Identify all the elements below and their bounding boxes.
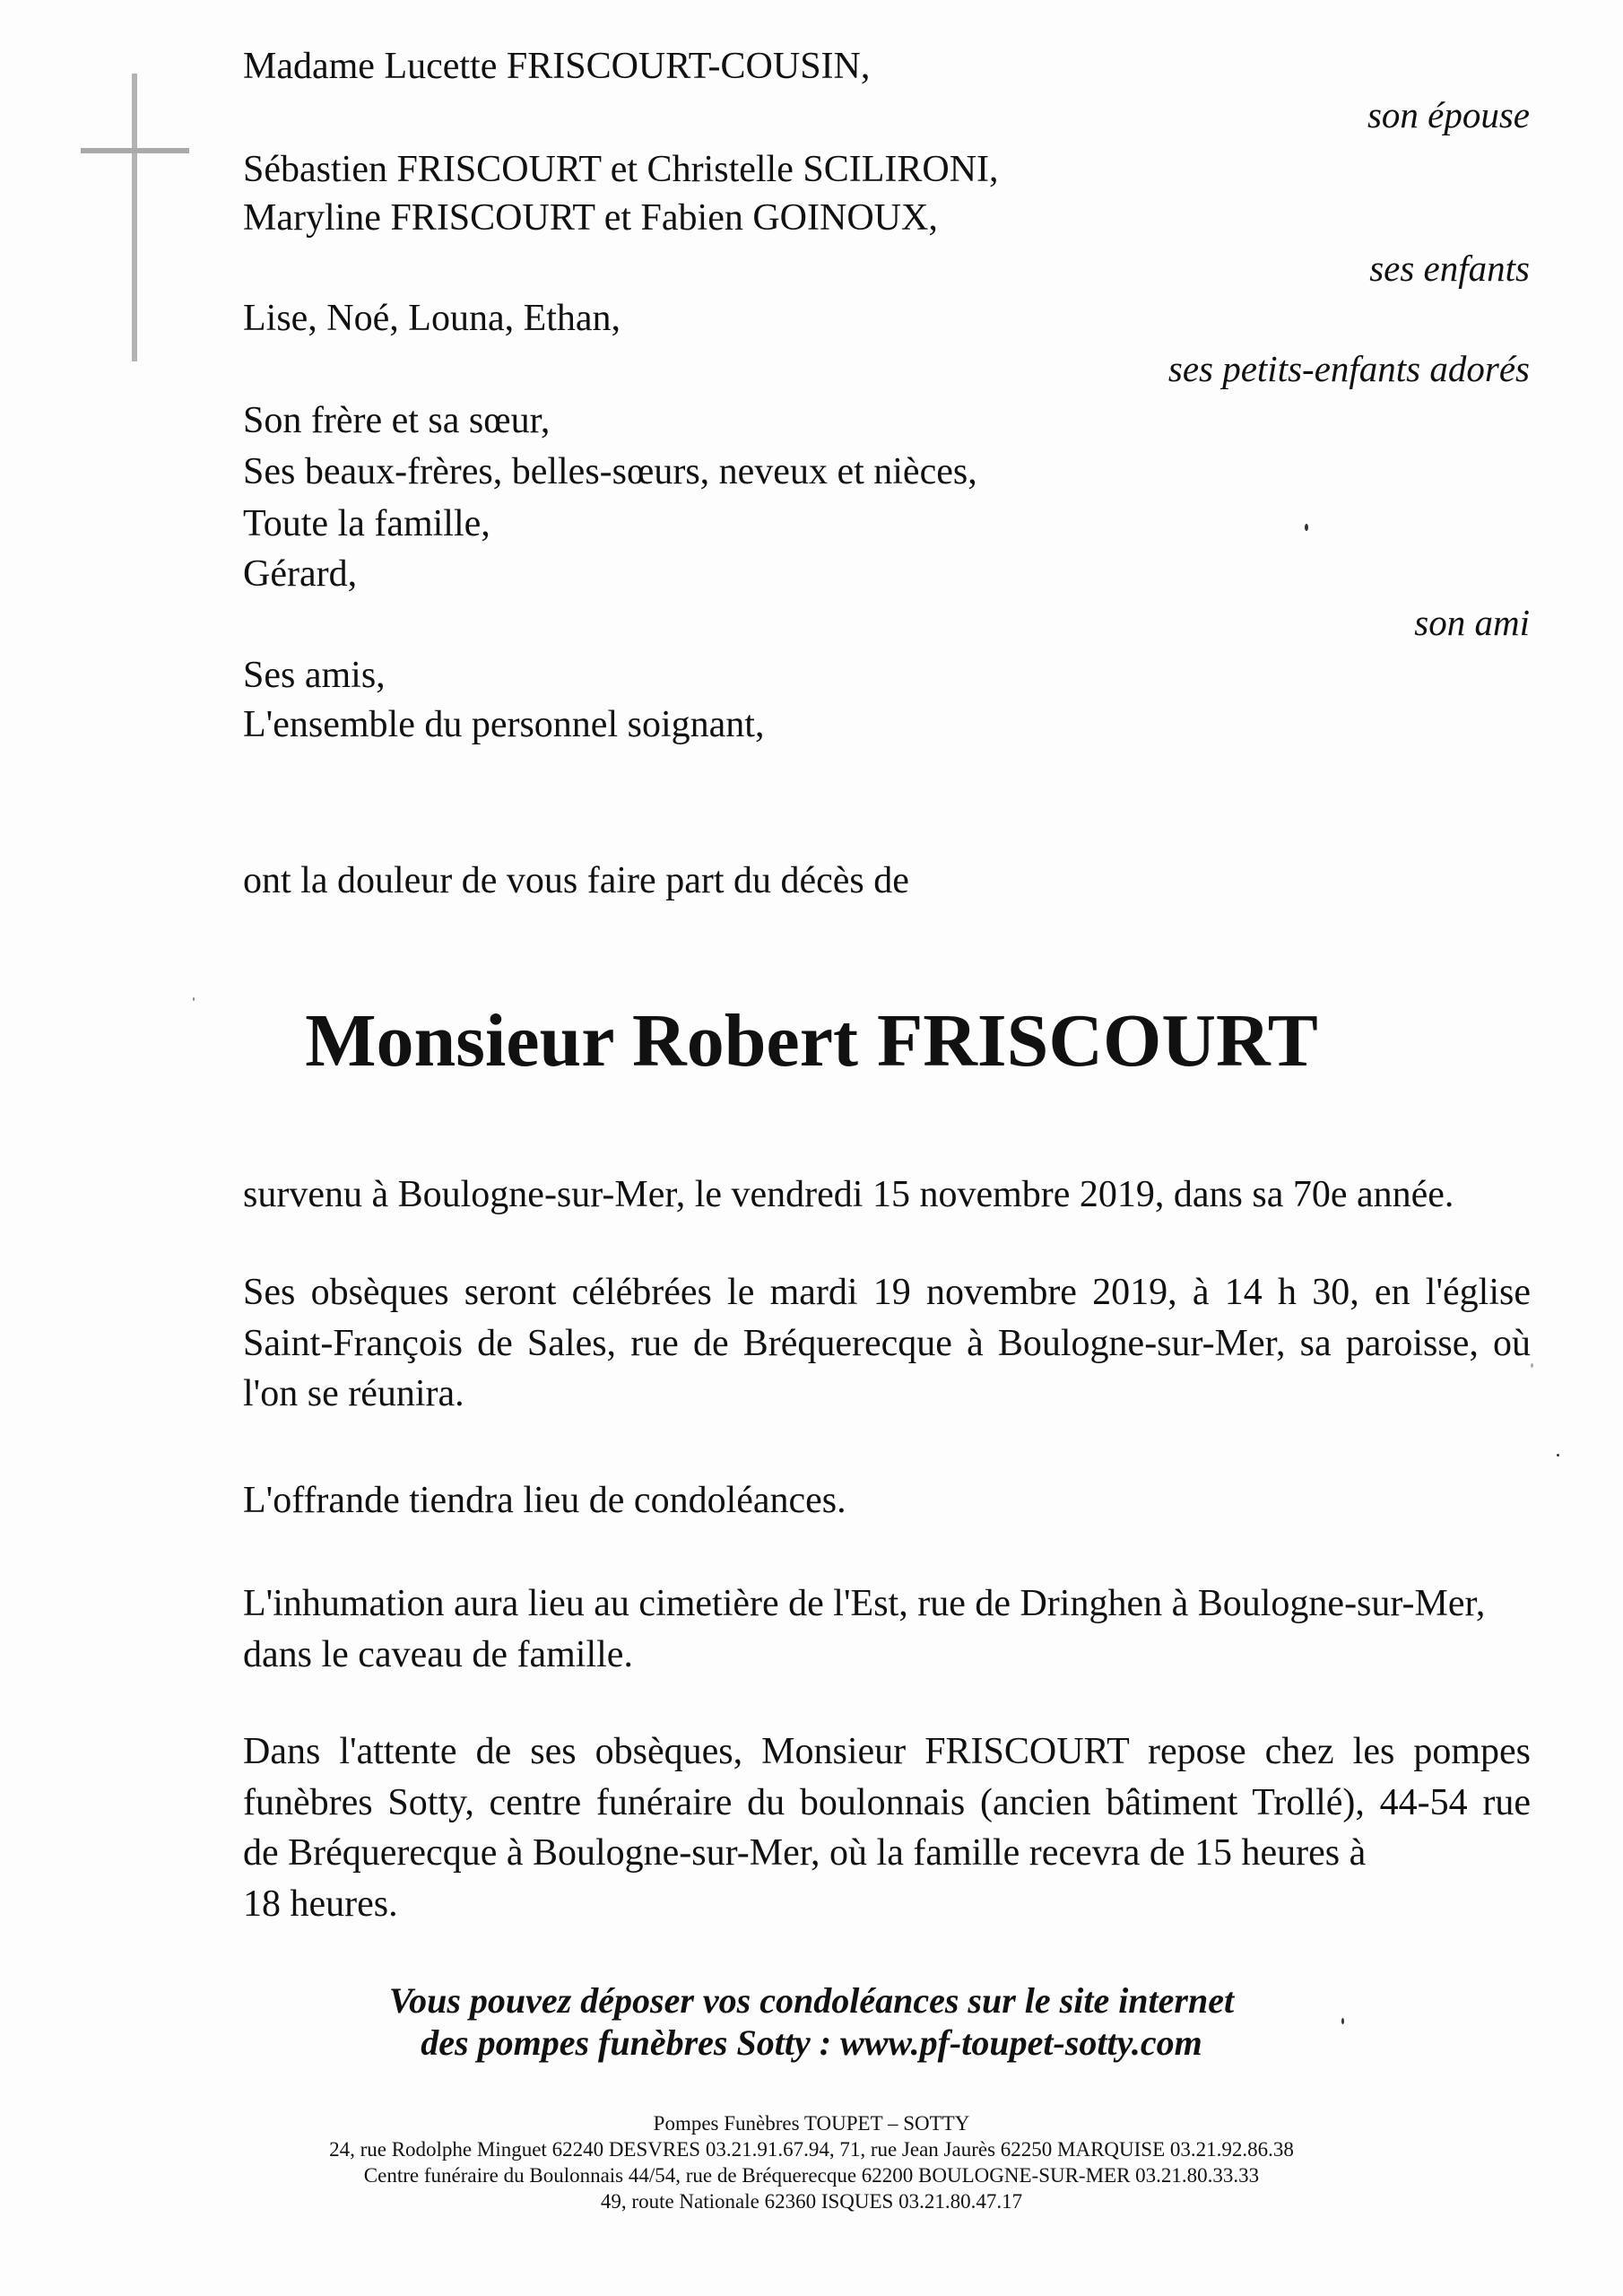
friend-name: Gérard, bbox=[243, 553, 358, 595]
footer-address: 24, rue Rodolphe Minguet 62240 DESVRES 03.21.91.67.94, 71, rue Jean Jaurès 62250 MARQUISE 03.21.92.86.38 bbox=[329, 2138, 1294, 2161]
children-relation: ses enfants bbox=[1369, 248, 1530, 289]
friend-relation: son ami bbox=[1414, 602, 1530, 643]
cross-vertical-bar bbox=[132, 74, 137, 361]
spouse-relation: son épouse bbox=[1367, 94, 1530, 135]
paragraph-line: funèbres Sotty, centre funéraire du boulonnais (ancien bâtiment Trollé), 44-54 rue bbox=[243, 1781, 1531, 1823]
scan-speck bbox=[193, 997, 195, 1001]
child-couple-name: Maryline FRISCOURT et Fabien GOINOUX, bbox=[243, 197, 938, 239]
scan-speck bbox=[1341, 2018, 1344, 2024]
relatives-line: Ses beaux-frères, belles-sœurs, neveux et nièces, bbox=[243, 451, 977, 492]
burial-paragraph bbox=[243, 1578, 1531, 1680]
spouse-name: Madame Lucette FRISCOURT-COUSIN, bbox=[243, 46, 871, 87]
grandchildren-relation: ses petits-enfants adorés bbox=[1167, 348, 1530, 389]
paragraph-line: l'on se réunira. bbox=[243, 1373, 464, 1414]
offering-paragraph bbox=[243, 1475, 1531, 1526]
paragraph-line: L'offrande tiendra lieu de condoléances. bbox=[243, 1480, 846, 1521]
scan-speck bbox=[1305, 524, 1308, 531]
others-line: Ses amis, bbox=[243, 655, 386, 696]
paragraph-line: Dans l'attente de ses obsèques, Monsieur FRISCOURT repose chez les pompes bbox=[243, 1731, 1531, 1772]
grandchildren-names: Lise, Noé, Louna, Ethan, bbox=[243, 298, 621, 339]
funeral-paragraph bbox=[243, 1267, 1531, 1420]
death-paragraph bbox=[243, 1170, 1531, 1221]
paragraph-line: de Bréquerecque à Boulogne-sur-Mer, où la famille recevra de 15 heures à bbox=[243, 1832, 1367, 1874]
website-note-line: Vous pouvez déposer vos condoléances sur le site internet bbox=[388, 1980, 1235, 2021]
child-couple-name: Sébastien FRISCOURT et Christelle SCILIRONI, bbox=[243, 149, 999, 190]
deceased-name: Monsieur Robert FRISCOURT bbox=[305, 999, 1318, 1083]
cross-horizontal-bar bbox=[81, 148, 189, 153]
rest-paragraph bbox=[243, 1726, 1531, 1929]
paragraph-line: survenu à Boulogne-sur-Mer, le vendredi 15 novembre 2019, dans sa 70e année. bbox=[243, 1174, 1454, 1215]
paragraph-line: Ses obsèques seront célébrées le mardi 19 novembre 2019, à 14 h 30, en l'église bbox=[243, 1272, 1531, 1313]
footer-address: Centre funéraire du Boulonnais 44/54, rue de Bréquerecque 62200 BOULOGNE-SUR-MER 03.21.80.33.33 bbox=[363, 2164, 1260, 2187]
scan-speck bbox=[1531, 1363, 1533, 1368]
scan-speck bbox=[1557, 1454, 1559, 1457]
relatives-line: Son frère et sa sœur, bbox=[243, 400, 551, 441]
announcement-text: ont la douleur de vous faire part du décès de bbox=[243, 860, 909, 901]
paragraph-line: 18 heures. bbox=[243, 1883, 398, 1925]
footer-address: 49, route Nationale 62360 ISQUES 03.21.80.47.17 bbox=[600, 2190, 1023, 2213]
website-note-line[interactable]: des pompes funèbres Sotty : www.pf-toupet-sotty.com bbox=[421, 2022, 1202, 2063]
paragraph-line: Saint-François de Sales, rue de Bréquerecque à Boulogne-sur-Mer, sa paroisse, où bbox=[243, 1322, 1531, 1364]
footer-company: Pompes Funèbres TOUPET – SOTTY bbox=[653, 2112, 970, 2135]
paragraph-line: L'inhumation aura lieu au cimetière de l'Est, rue de Dringhen à Boulogne-sur-Mer, bbox=[243, 1583, 1486, 1624]
others-line: L'ensemble du personnel soignant, bbox=[243, 704, 765, 745]
relatives-line: Toute la famille, bbox=[243, 503, 490, 544]
paragraph-line: dans le caveau de famille. bbox=[243, 1633, 633, 1675]
